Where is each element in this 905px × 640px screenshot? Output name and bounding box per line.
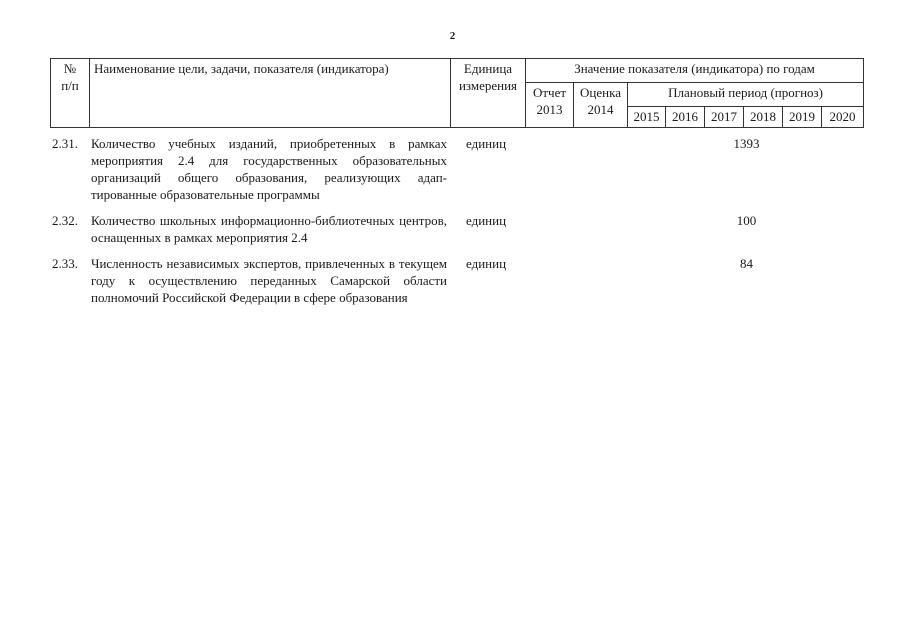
row-unit: единиц xyxy=(466,136,507,151)
table-row xyxy=(50,255,863,306)
row-number: 2.33. xyxy=(52,256,78,271)
header-name: Наименование цели, задачи, показателя (индикатора) xyxy=(90,59,451,128)
row-value: 1393 xyxy=(733,136,760,151)
indicator-rows xyxy=(50,135,863,315)
table-row xyxy=(50,212,863,246)
header-year: 2018 xyxy=(744,107,783,128)
header-estimate: Оценка 2014 xyxy=(574,83,628,128)
row-indicator-name: Количество школьных информационно-библиотечных центров, оснащенных в рамках мероприятия 2.4 xyxy=(91,213,447,245)
header-year: 2016 xyxy=(666,107,705,128)
row-value: 100 xyxy=(736,213,757,228)
table-row xyxy=(50,135,863,203)
row-number: 2.32. xyxy=(52,213,78,228)
row-number: 2.31. xyxy=(52,136,78,151)
row-indicator-name: Количество учебных изданий, приобретенных в рамках мероприятия 2.4 для государственных образовательных организаций общего образования, реализующих адап-тированные образовательные программы xyxy=(91,136,447,202)
header-values-title: Значение показателя (индикатора) по годам xyxy=(526,59,864,83)
header-year: 2020 xyxy=(822,107,864,128)
row-unit: единиц xyxy=(466,213,507,228)
header-unit: Единица измерения xyxy=(451,59,526,128)
header-year: 2015 xyxy=(628,107,666,128)
header-num: № п/п xyxy=(51,59,90,128)
row-indicator-name: Численность независимых экспертов, привлеченных в текущем году к осуществлению переданных Самарской области полномочий Российской Федерации в сфере образования xyxy=(91,256,447,305)
row-value: 84 xyxy=(740,256,753,271)
header-report: Отчет 2013 xyxy=(526,83,574,128)
indicator-table-header xyxy=(50,58,864,128)
page-number: 2 xyxy=(449,30,456,42)
header-plan-title: Плановый период (прогноз) xyxy=(628,83,864,107)
header-year: 2017 xyxy=(705,107,744,128)
header-year: 2019 xyxy=(783,107,822,128)
row-unit: единиц xyxy=(466,256,507,271)
